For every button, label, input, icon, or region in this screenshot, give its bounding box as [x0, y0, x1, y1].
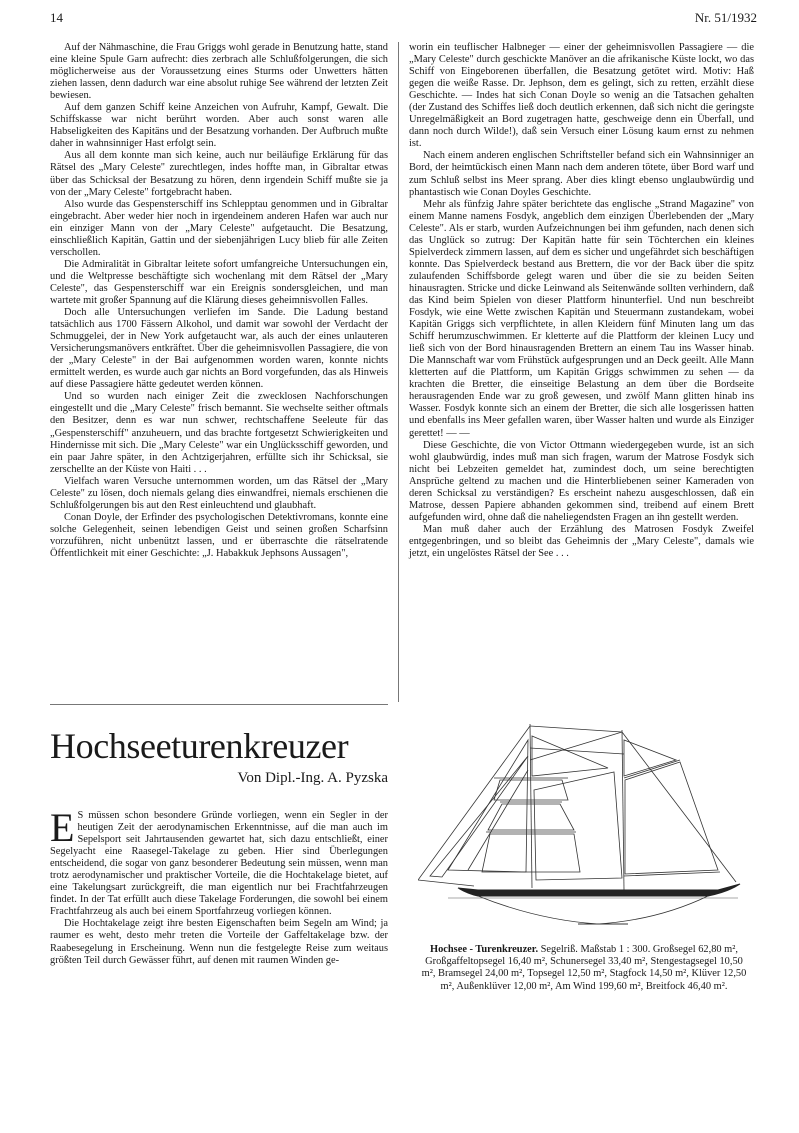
- column-divider: [398, 42, 399, 702]
- issue-number: Nr. 51/1932: [694, 10, 757, 25]
- paragraph: Nach einem anderen englischen Schriftsteller befand sich ein Wahnsinniger an Bord, der heimtückisch einen Mann nach dem anderen tötete, über Bord warf und zum Schluß selbst ins Meer sprang. Aber dies klingt ebenso unglaubwürdig und phantastisch wie Conan Doyles Geschichte.: [409, 150, 754, 198]
- paragraph: Auf dem ganzen Schiff keine Anzeichen von Aufruhr, Kampf, Gewalt. Die Schiffskasse war nicht berührt worden. Aber auch sonst waren alle Habseligkeiten des Kapitäns und der Besatzung vorhanden. Der Aufbruch mußte daher in wahnsinniger Hast erfolgt sein.: [50, 102, 388, 150]
- caption-title: Hochsee - Turenkreuzer.: [430, 944, 539, 955]
- paragraph: Doch alle Untersuchungen verliefen im Sande. Die Ladung bestand tatsächlich aus 1700 Fässern Alkohol, und damit war sowohl der Verdacht der Schmuggelei, der in New York aufgetaucht war, als auch der eines unlauteren Versicherungsmanövers entkräftet. Über die geheimnisvollen Passagiere, die von der „Mary Celeste" in der Bai aufgenommen worden waren, konnte nichts ermittelt werden, es wurde auch gar nichts an Bord vorgefunden, das als Hinweis auf diese Passagiere hätte gedeutet werden können.: [50, 307, 388, 391]
- paragraph: Conan Doyle, der Erfinder des psychologischen Detektivromans, konnte eine solche Gelegenheit, seinen lebendigen Geist und seinen großen Scharfsinn vorzuführen, nicht unbenützt lassen, und er überraschte die rätselratende Öffentlichkeit mit einer Geschichte: „J. Habakkuk Jephsons Aussagen",: [50, 511, 388, 559]
- paragraph: Man muß daher auch der Erzählung des Matrosen Fosdyk Zweifel entgegenbringen, und so bleibt das Geheimnis der „Mary Celeste", damals wie jetzt, ein ungelöstes Rätsel der See . . .: [409, 523, 754, 559]
- paragraph: worin ein teuflischer Halbneger — einer der geheimnisvollen Passagiere — die „Mary Celeste" durch geschickte Manöver an die afrikanische Küste lockt, wo das Schiff von Eingeborenen überfallen, die Besatzung getötet wird. Motiv: Haß gegen die weiße Rasse. Dr. Jephson, dem es gelingt, sich zu retten, erzählt diese Geschichte. — Indes hat sich Conan Doyle so wenig an die Tatsachen gehalten (der Zustand des Schiffes ließ doch deutlich erkennen, daß sich nicht die geringste Unregelmäßigkeit an Bord zugetragen hatte, geschweige denn ein Überfall, und dann noch durch Wilde!), daß sein Versuch einer Lösung kaum ernst zu nehmen ist.: [409, 42, 754, 150]
- paragraph: Auf der Nähmaschine, die Frau Griggs wohl gerade in Benutzung hatte, stand eine kleine Spule Garn aufrecht: dies zerbrach alle Schlußfolgerungen, die sich möglicherweise aus der Voraussetzung eines Sturms oder Unwetters hätten ziehen lassen, denn dadurch war eine absolut ruhige See während der letzten Zeit bewiesen.: [50, 42, 388, 102]
- article-headline: Hochseeturenkreuzer: [50, 726, 349, 766]
- paragraph-text: S müssen schon besondere Gründe vorliegen, wenn ein Segler in der heutigen Zeit der aerodynamischen Erkenntnisse, auf die man auch im Sepelsport seit Jahrtausenden gewartet hat, sich dazu entschließt, einer Segelyacht eine Raasegel-Takelage zu geben. Hier sind Überlegungen entscheidend, die sogar von ganz besonderer Bedeutung sein müssen, wenn man trotz aerodynamischer und praktischer Vorteile, die die Hochtakelage bietet, auf eine Takelungsart zurückgreift, die man eigentlich nur bei Frachtfahrzeugen findet. In der Tat erfüllt auch diese Takelage Forderungen, die sowohl bei einem Frachtfahrzeug als auch bei einem Sportfahrzeug vorliegen können.: [50, 810, 388, 918]
- paragraph: Also wurde das Gespensterschiff ins Schlepptau genommen und in Gibraltar eingebracht. Aber weder hier noch in irgendeinem anderen Hafen war auch nur ein einziger Mann von der „Mary Celeste" aufgetaucht. Die Besatzung, einschließlich Kapitän, Gattin und der siebenjährigen Lucy blieb für alle Zeiten verschollen.: [50, 198, 388, 258]
- paragraph: Und so wurden nach einiger Zeit die zwecklosen Nachforschungen eingestellt und die „Mary Celeste" frisch bemannt. Sie wechselte seither oftmals den Besitzer, denn es war nun schwer, rechtschaffene Seeleute für das „Gespensterschiff" anzuheuern, und das brachte fortgesetzt Schwierigkeiten und Hindernisse mit sich. Die „Mary Celeste" war ein Unglücksschiff geworden, und ein paar Jahre später, in den Achtzigerjahren, erfüllte sich ihr Schicksal, sie zerschellte an der Küste von Haiti . . .: [50, 391, 388, 475]
- article-byline: Von Dipl.-Ing. A. Pyzska: [237, 770, 388, 786]
- paragraph: Aus all dem konnte man sich keine, auch nur beiläufige Erklärung für das Rätsel des „Mary Celeste" zurechtlegen, indes hoffte man, in Gibraltar etwas über das Schicksal der Besatzung zu hören, denn irgendein Schiff mußte sie ja von der „Mary Celeste" fortgebracht haben.: [50, 150, 388, 198]
- left-column-continued-story: [50, 42, 388, 560]
- drop-cap: E: [50, 805, 75, 850]
- paragraph: Mehr als fünfzig Jahre später berichtete das englische „Strand Magazine" von einem Manne namens Fosdyk, angeblich dem einzigen Überlebenden der „Mary Celeste". Als er starb, wurden Aufzeichnungen bei ihm gefunden, nach denen sich das Unglück so zutrug: Der Kapitän hatte für sein Töchterchen ein kleines Spielverdeck zimmern lassen, auf dem es sicher und ungefährdet sich beschäftigen konnte. Das Spielverdeck bestand aus Brettern, die vor der Back über die spitz zulaufenden Schiffsborde gelegt waren und über die sie zu beiden Seiten hinausragten. Stricke und dicke Leinwand als Seitenwände sollten verhindern, daß das Kind beim Spielen von dieser Plattform hinunterfiel. Und nun beschreibt Fosdyk, wie eine Wette zwischen Kapitän und Steuermann zustandekam, wobei Kapitän Griggs sich verpflichtete, in allen Kleidern fünf Minuten lang um das Schiff herumzuschwimmen. Er kletterte auf die Plattform der kleinen Lucy und ließ sich von der Bord hinausragenden Brettern an einem Tau ins Wasser hinab. Die Mannschaft war vom Frühstück aufgesprungen und an Deck geeilt. Alle Mann kletterten auf die Plattform, um Kapitän Griggs schwimmen zu sehen — da krachten die Bretter, die einseitige Belastung an dem über die Bordseite herausragenden Ende war zu groß gewesen, und zwölf Mann glitten hinab ins Wasser. Fosdyk konnte sich an einem der Bretter, die sich alle losgerissen hatten und ebenfalls ins Meer gefallen waren, über Wasser halten und wurde als Einziger gerettet! — —: [409, 198, 754, 439]
- paragraph: Vielfach waren Versuche unternommen worden, um das Rätsel der „Mary Celeste" zu lösen, doch niemals gelang dies einwandfrei, niemals erschienen die Schlußfolgerungen bis aut den Rest einleuchtend und glaubhaft.: [50, 475, 388, 511]
- paragraph: Die Admiralität in Gibraltar leitete sofort umfangreiche Untersuchungen ein, und die Weltpresse beschäftigte sich wochenlang mit dem Rätsel der „Mary Celeste", das Gespensterschiff war ein Ereignis sondersgleichen, und man wartete mit großer Spannung auf die Klärung dieses geheimnisvollen Falles.: [50, 258, 388, 306]
- caption-text: Segelriß. Maßstab 1 : 300. Großsegel 62,80 m², Großgaffeltopsegel 16,40 m², Schunersegel 33,40 m², Stengestagsegel 10,50 m², Bramsegel 24,00 m², Topsegel 12,50 m², Stagfock 14,50 m², Klüver 12,50 m², Außenklüver 12,00 m², Am Wind 199,60 m², Breitfock 46,40 m².: [421, 944, 747, 992]
- figure-caption: [418, 944, 750, 993]
- article-body: [50, 805, 388, 967]
- section-divider: [50, 704, 388, 705]
- paragraph: [50, 805, 388, 918]
- paragraph: Die Hochtakelage zeigt ihre besten Eigenschaften beim Segeln am Wind; ja raumer es weht, desto mehr treten die Vorteile der Gaffeltakelage bzw. der Raabesegelung in Erscheinung. Wenn nun die festgelegte Reise zum weitaus größten Teil durch Gewässer führt, auf denen mit raumen Winden ge-: [50, 918, 388, 966]
- sail-plan-drawing: [418, 720, 748, 942]
- page-number: 14: [50, 10, 63, 25]
- paragraph: Diese Geschichte, die von Victor Ottmann wiedergegeben wurde, ist an sich wohl glaubwürdig, indes muß man sich fragen, warum der Matrose Fosdyk sich nicht bei Lebzeiten gemeldet hat, zumindest doch, um seine berechtigten Ansprüche geltend zu machen und die Hinterbliebenen seiner Kameraden von deren Schicksal zu verständigen? Es erscheint nahezu ausgeschlossen, daß ein Matrose, dessen Papiere abhanden gekommen sind, treibend auf einem Brett aufgefunden wird, ohne daß die naheliegendsten Fragen an ihn gestellt werden.: [409, 439, 754, 523]
- right-column-continued-story: [409, 42, 754, 560]
